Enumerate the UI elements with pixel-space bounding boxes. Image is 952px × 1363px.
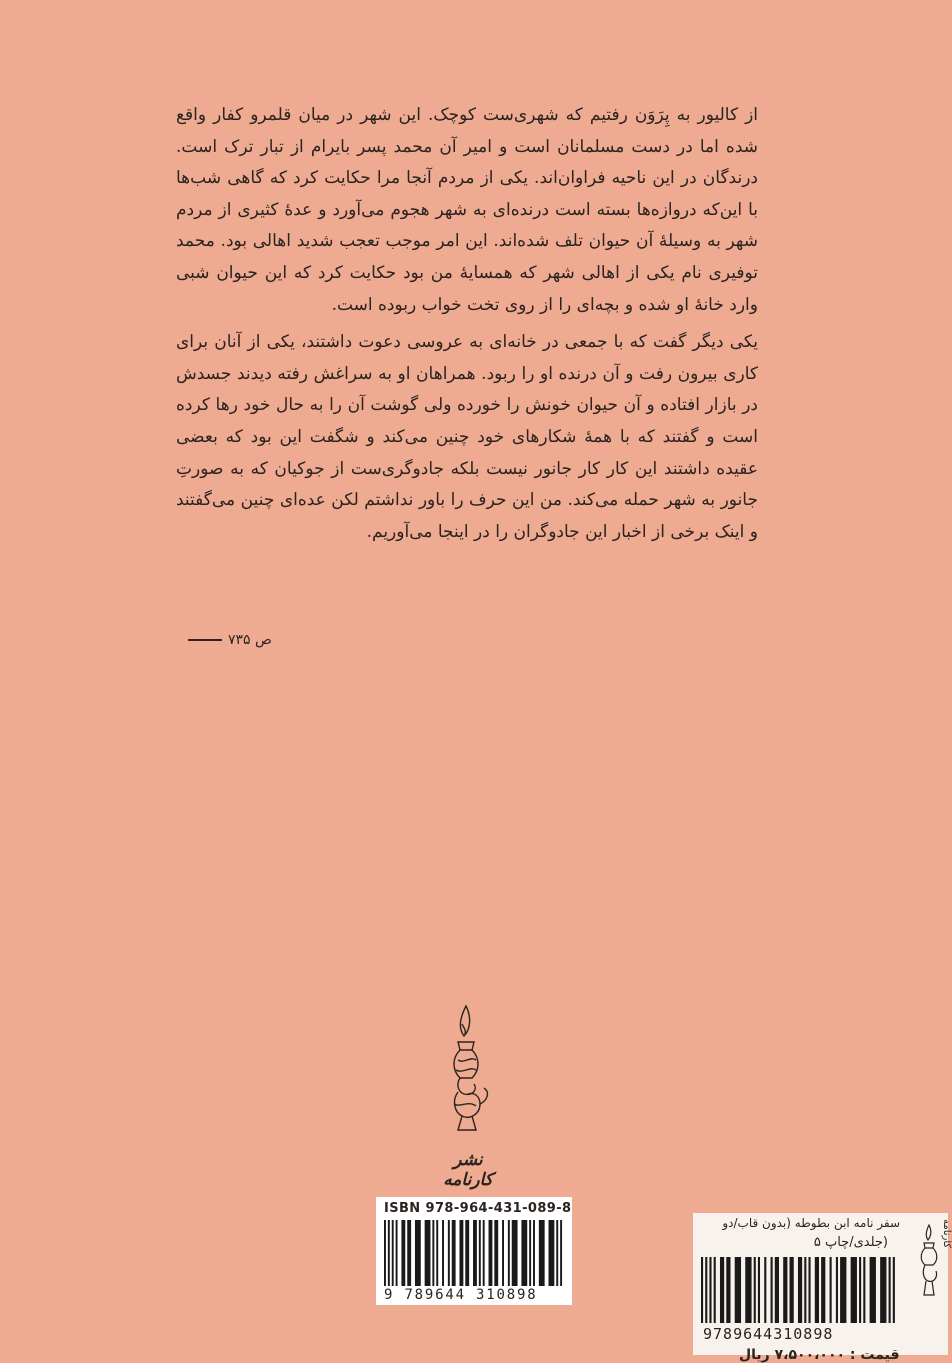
barcode-bar bbox=[790, 1257, 794, 1323]
sticker-digits: 9789644310898 bbox=[703, 1325, 834, 1343]
barcode-bar bbox=[392, 1220, 394, 1286]
sticker-lamp-icon bbox=[914, 1221, 944, 1301]
barcode-bar bbox=[726, 1257, 730, 1323]
excerpt-paragraph-1: از کالیور به پِرَوَن رفتیم که شهری‌ست کوچک. این شهر در میان قلمرو کفار واقع شده اما در دست مسلمانان است و امیر آن محمد پسر بایرام از تبار ترک است. درندگان در این ناحیه فراوان‌اند. یکی از مردم آنجا مرا حکایت کرد که گاهی شب‌ها با این‌که دروازه‌ها بسته است درنده‌ای به شهر هجوم می‌آورد و عدهٔ کثیری از مردم شهر به وسیلهٔ آن حیوان تلف شده‌اند. این امر موجب تعجب شدید اهالی بود. محمد توفیری نام یکی از اهالی شهر که همسایهٔ من بود حکایت کرد که این حیوان شبی وارد خانهٔ او شده و بچه‌ای را از روی تخت خواب ربوده است. bbox=[176, 105, 758, 315]
sticker-side-text: کارنامه bbox=[941, 1219, 952, 1249]
barcode-bar bbox=[483, 1220, 485, 1286]
barcode-bar bbox=[775, 1257, 779, 1323]
barcode-bar bbox=[479, 1220, 481, 1286]
barcode-bar bbox=[473, 1220, 477, 1286]
excerpt-text bbox=[176, 100, 758, 552]
barcode-bar bbox=[783, 1257, 787, 1323]
barcode-bar bbox=[508, 1220, 510, 1286]
sticker-edition: (جلدی/چاپ ۵ bbox=[813, 1235, 888, 1250]
sticker-barcode-bars bbox=[701, 1257, 897, 1323]
barcode-bar bbox=[804, 1257, 806, 1323]
barcode-bar bbox=[560, 1220, 562, 1286]
barcode-bar bbox=[459, 1220, 463, 1286]
barcode-bar bbox=[836, 1257, 838, 1323]
price-sticker bbox=[693, 1213, 952, 1363]
barcode-bar bbox=[859, 1257, 861, 1323]
page-reference-label: ص ۷۳۵ bbox=[228, 632, 272, 648]
barcode-bar bbox=[808, 1257, 810, 1323]
barcode-bar bbox=[815, 1257, 819, 1323]
sticker-book-title: سفر نامه ابن بطوطه (بدون قاب/دو bbox=[722, 1216, 900, 1230]
barcode-bar bbox=[735, 1257, 741, 1323]
barcode-bar bbox=[533, 1220, 535, 1286]
barcode-bar bbox=[436, 1220, 438, 1286]
barcode-bar bbox=[889, 1257, 891, 1323]
barcode-bar bbox=[401, 1220, 405, 1286]
barcode-bar bbox=[754, 1257, 756, 1323]
barcode-bars bbox=[384, 1220, 564, 1286]
barcode-bar bbox=[529, 1220, 531, 1286]
barcode-bar bbox=[764, 1257, 766, 1323]
barcode-bar bbox=[830, 1257, 832, 1323]
barcode-bar bbox=[407, 1220, 411, 1286]
barcode-bar bbox=[709, 1257, 711, 1323]
barcode-bar bbox=[489, 1220, 493, 1286]
barcode-bar bbox=[415, 1220, 421, 1286]
page-reference-dash bbox=[188, 639, 222, 641]
barcode-bar bbox=[396, 1220, 398, 1286]
sticker-price: قیمت : ۷،۵۰۰،۰۰۰ ریال bbox=[739, 1347, 900, 1363]
barcode-bar bbox=[432, 1220, 434, 1286]
barcode-bar bbox=[512, 1220, 518, 1286]
barcode-bar bbox=[863, 1257, 865, 1323]
barcode-bar bbox=[521, 1220, 527, 1286]
publisher-name: نشر کارنامه bbox=[443, 1150, 493, 1190]
barcode-bar bbox=[840, 1257, 846, 1323]
barcode-bar bbox=[798, 1257, 802, 1323]
page-reference bbox=[188, 632, 272, 648]
barcode-bar bbox=[539, 1220, 545, 1286]
barcode-bar bbox=[452, 1220, 456, 1286]
barcode-bar bbox=[821, 1257, 825, 1323]
excerpt-paragraph-2: یکی دیگر گفت که با جمعی در خانه‌ای به عروسی دعوت داشتند، یکی از آنان برای کاری بیرون رفت و آن درنده او را ربود. همراهان او به سراغش رفته دیدند جسدش در بازار افتاده و آن حیوان خونش را خورده ولی گوشت آن را به حال خود رها کرده است و گفتند که با همهٔ شکارهای خود چنین می‌کند و شگفت این بود که بعضی عقیده داشتند این کار کار جانور نیست بلکه جادوگری‌ست از جوکیان که به صورتِ جانور به شهر حمله می‌کند. من این حرف را باور نداشتم لکن عده‌ای چنین می‌گفتند و اینک برخی از اخبار این جادوگران را در اینجا می‌آوریم. bbox=[176, 332, 758, 542]
barcode-bar bbox=[701, 1257, 703, 1323]
barcode-bar bbox=[893, 1257, 895, 1323]
isbn-barcode bbox=[376, 1197, 572, 1305]
barcode-bar bbox=[388, 1220, 390, 1286]
barcode-bar bbox=[494, 1220, 498, 1286]
barcode-bar bbox=[851, 1257, 857, 1323]
barcode-bar bbox=[720, 1257, 724, 1323]
barcode-bar bbox=[549, 1220, 555, 1286]
barcode-bar bbox=[448, 1220, 450, 1286]
barcode-bar bbox=[465, 1220, 469, 1286]
barcode-bar bbox=[714, 1257, 716, 1323]
oil-lamp-icon bbox=[436, 1000, 496, 1140]
barcode-bar bbox=[745, 1257, 751, 1323]
barcode-bar bbox=[870, 1257, 876, 1323]
barcode-bar bbox=[771, 1257, 773, 1323]
barcode-bar bbox=[758, 1257, 760, 1323]
barcode-bar bbox=[384, 1220, 386, 1286]
barcode-bar bbox=[425, 1220, 431, 1286]
barcode-bar bbox=[442, 1220, 444, 1286]
isbn-label: ISBN 978-964-431-089-8 bbox=[384, 1201, 572, 1216]
barcode-bar bbox=[880, 1257, 886, 1323]
barcode-bar bbox=[502, 1220, 504, 1286]
barcode-bar bbox=[556, 1220, 558, 1286]
barcode-bar bbox=[705, 1257, 707, 1323]
barcode-digits: 9 789644 310898 bbox=[384, 1287, 538, 1303]
